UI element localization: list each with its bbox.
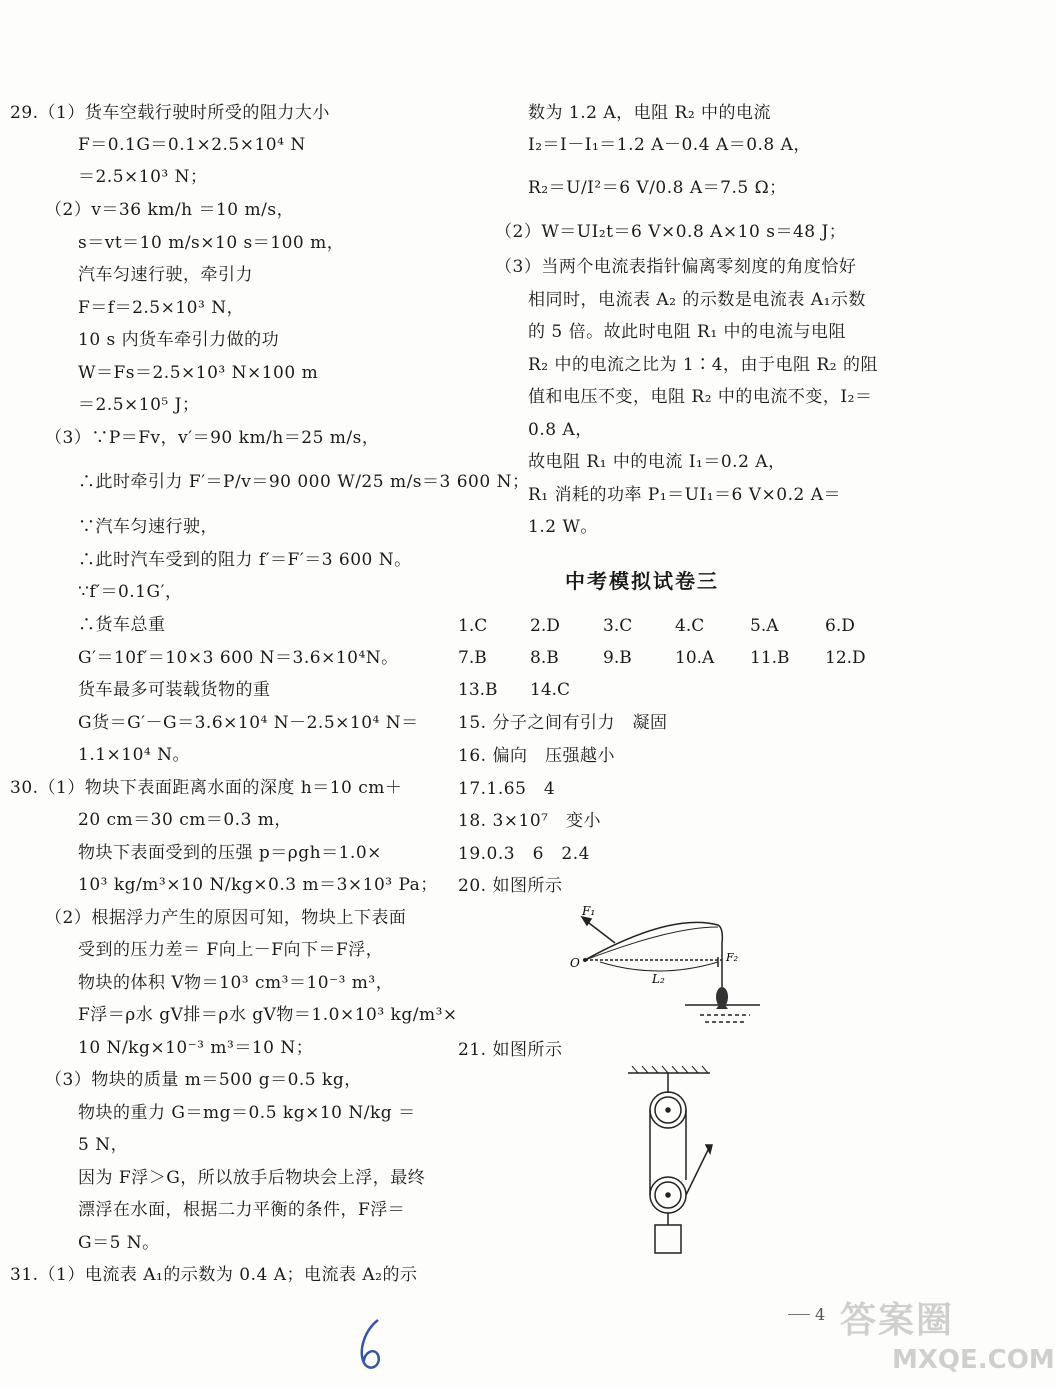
answer-line: 1.1×10⁴ N。	[78, 745, 191, 765]
label-o: O	[570, 956, 580, 970]
answer-line: （2）v＝36 km/h ＝10 m/s，	[45, 200, 295, 220]
answer-line: 10³ kg/m³×10 N/kg×0.3 m＝3×10³ Pa；	[78, 875, 438, 895]
fill-answer: 16. 偏向 压强越小	[458, 746, 615, 766]
answer-line: G＝5 N。	[78, 1233, 160, 1253]
answer-line: ∴货车总重	[78, 615, 166, 635]
answer-line: 29.（1）货车空载行驶时所受的阻力大小	[10, 103, 330, 123]
answer-line: R₁ 消耗的功率 P₁＝UI₁＝6 V×0.2 A＝	[528, 485, 841, 505]
label-f1: F₁	[582, 904, 596, 918]
answer-line: 物块的重力 G＝mg＝0.5 kg×10 N/kg ＝	[78, 1103, 416, 1123]
answer-line: 的 5 倍。故此时电阻 R₁ 中的电流与电阻	[528, 322, 847, 342]
answer-line: 因为 F浮＞G，所以放手后物块会上浮，最终	[78, 1168, 426, 1188]
weight-block	[655, 1225, 681, 1253]
answer-line: ＝2.5×10³ N；	[78, 167, 208, 187]
answer-line: 30.（1）物块下表面距离水面的深度 h＝10 cm＋	[10, 778, 403, 798]
answer-line: 故电阻 R₁ 中的电流 I₁＝0.2 A，	[528, 452, 786, 472]
answer-line: （3）∵P＝Fv，v′＝90 km/h＝25 m/s，	[45, 428, 380, 448]
pulley-figure	[620, 1065, 740, 1265]
page-number-dash	[788, 1314, 810, 1315]
answer-line: ＝2.5×10⁵ J；	[78, 395, 200, 415]
lever-figure	[560, 895, 760, 1030]
answer-line: 漂浮在水面，根据二力平衡的条件，F浮＝	[78, 1200, 406, 1220]
answer-line: 货车最多可装载货物的重	[78, 680, 271, 700]
answer-line: 20 cm＝30 cm＝0.3 m，	[78, 810, 292, 830]
fill-answer: 17.1.65 4	[458, 779, 556, 799]
answer-line: 物块的体积 V物＝10³ cm³＝10⁻³ m³，	[78, 973, 394, 993]
answer-line: 值和电压不变，电阻 R₂ 中的电流不变，I₂＝	[528, 387, 873, 407]
fill-answer: 21. 如图所示	[458, 1040, 563, 1060]
answer-line: G货＝G′－G＝3.6×10⁴ N－2.5×10⁴ N＝	[78, 713, 419, 733]
section-title: 中考模拟试卷三	[565, 569, 719, 593]
mc-answer: 5.A	[750, 616, 779, 636]
answer-line: 数为 1.2 A，电阻 R₂ 中的电流	[528, 103, 772, 123]
mc-answer: 14.C	[530, 680, 571, 700]
answer-line: F浮＝ρ水 gV排＝ρ水 gV物＝1.0×10³ kg/m³×	[78, 1005, 458, 1025]
answer-line: 10 N/kg×10⁻³ m³＝10 N；	[78, 1038, 314, 1058]
answer-line: （3）物块的质量 m＝500 g＝0.5 kg，	[45, 1070, 362, 1090]
answer-line: F＝0.1G＝0.1×2.5×10⁴ N	[78, 135, 306, 155]
fill-answer: 15. 分子之间有引力 凝固	[458, 713, 668, 733]
mc-answer: 2.D	[530, 616, 560, 636]
mc-answer: 10.A	[675, 648, 715, 668]
mc-answer: 1.C	[458, 616, 488, 636]
answer-line: W＝Fs＝2.5×10³ N×100 m	[78, 363, 319, 383]
fill-answer: 20. 如图所示	[458, 876, 563, 896]
answer-line: 受到的压力差＝ F向上－F向下＝F浮，	[78, 940, 384, 960]
answer-line: 相同时，电流表 A₂ 的示数是电流表 A₁示数	[528, 290, 866, 310]
mc-answer: 7.B	[458, 648, 487, 668]
answer-line: （2）根据浮力产生的原因可知，物块上下表面	[45, 908, 407, 928]
fill-answer: 18. 3×10⁷ 变小	[458, 811, 601, 831]
label-l2: L₂	[652, 972, 665, 986]
answer-line: R₂ 中的电流之比为 1∶4，由于电阻 R₂ 的阻	[528, 355, 878, 375]
answer-line: （2）W＝UI₂t＝6 V×0.8 A×10 s＝48 J；	[495, 222, 847, 242]
mc-answer: 8.B	[530, 648, 559, 668]
answer-line: s＝vt＝10 m/s×10 s＝100 m，	[78, 233, 345, 253]
answer-line: 汽车匀速行驶，牵引力	[78, 265, 253, 285]
watermark: 答案圈	[840, 1300, 955, 1341]
answer-line: （3）当两个电流表指针偏离零刻度的角度恰好	[495, 257, 857, 277]
fill-answer: 19.0.3 6 2.4	[458, 844, 590, 864]
mc-answer: 3.C	[603, 616, 633, 636]
answer-line: R₂＝U/I²＝6 V/0.8 A＝7.5 Ω；	[528, 178, 787, 198]
answer-line: I₂＝I－I₁＝1.2 A－0.4 A＝0.8 A，	[528, 135, 811, 155]
page-number: 4	[815, 1305, 826, 1324]
handwritten-mark	[350, 1315, 390, 1375]
answer-line: ∵f′＝0.1G′，	[78, 582, 183, 602]
answer-line: ∴此时汽车受到的阻力 f′＝F′＝3 600 N。	[78, 550, 412, 570]
answer-line: 0.8 A，	[528, 420, 593, 440]
watermark-url: MXQE.COM	[892, 1345, 1055, 1375]
mc-answer: 11.B	[750, 648, 790, 668]
mc-answer: 4.C	[675, 616, 705, 636]
mc-answer: 6.D	[825, 616, 855, 636]
label-f2: F₂	[726, 951, 739, 964]
answer-line: G′＝10f′＝10×3 600 N＝3.6×10⁴N。	[78, 648, 399, 668]
answer-line: 1.2 W。	[528, 517, 598, 537]
answer-line: 10 s 内货车牵引力做的功	[78, 330, 280, 350]
answer-line: 物块下表面受到的压强 p＝ρgh＝1.0×	[78, 843, 382, 863]
f1-arrow	[585, 920, 615, 943]
mc-answer: 12.D	[825, 648, 866, 668]
answer-line: F＝f＝2.5×10³ N，	[78, 298, 245, 318]
answer-line: ∴此时牵引力 F′＝P/v＝90 000 W/25 m/s＝3 600 N；	[78, 472, 530, 492]
answer-line: 5 N，	[78, 1135, 129, 1155]
mc-answer: 9.B	[603, 648, 632, 668]
pivot-point	[583, 958, 587, 962]
answer-line: 31.（1）电流表 A₁的示数为 0.4 A；电流表 A₂的示	[10, 1265, 418, 1285]
mc-answer: 13.B	[458, 680, 498, 700]
answer-line: ∵汽车匀速行驶，	[78, 517, 218, 537]
